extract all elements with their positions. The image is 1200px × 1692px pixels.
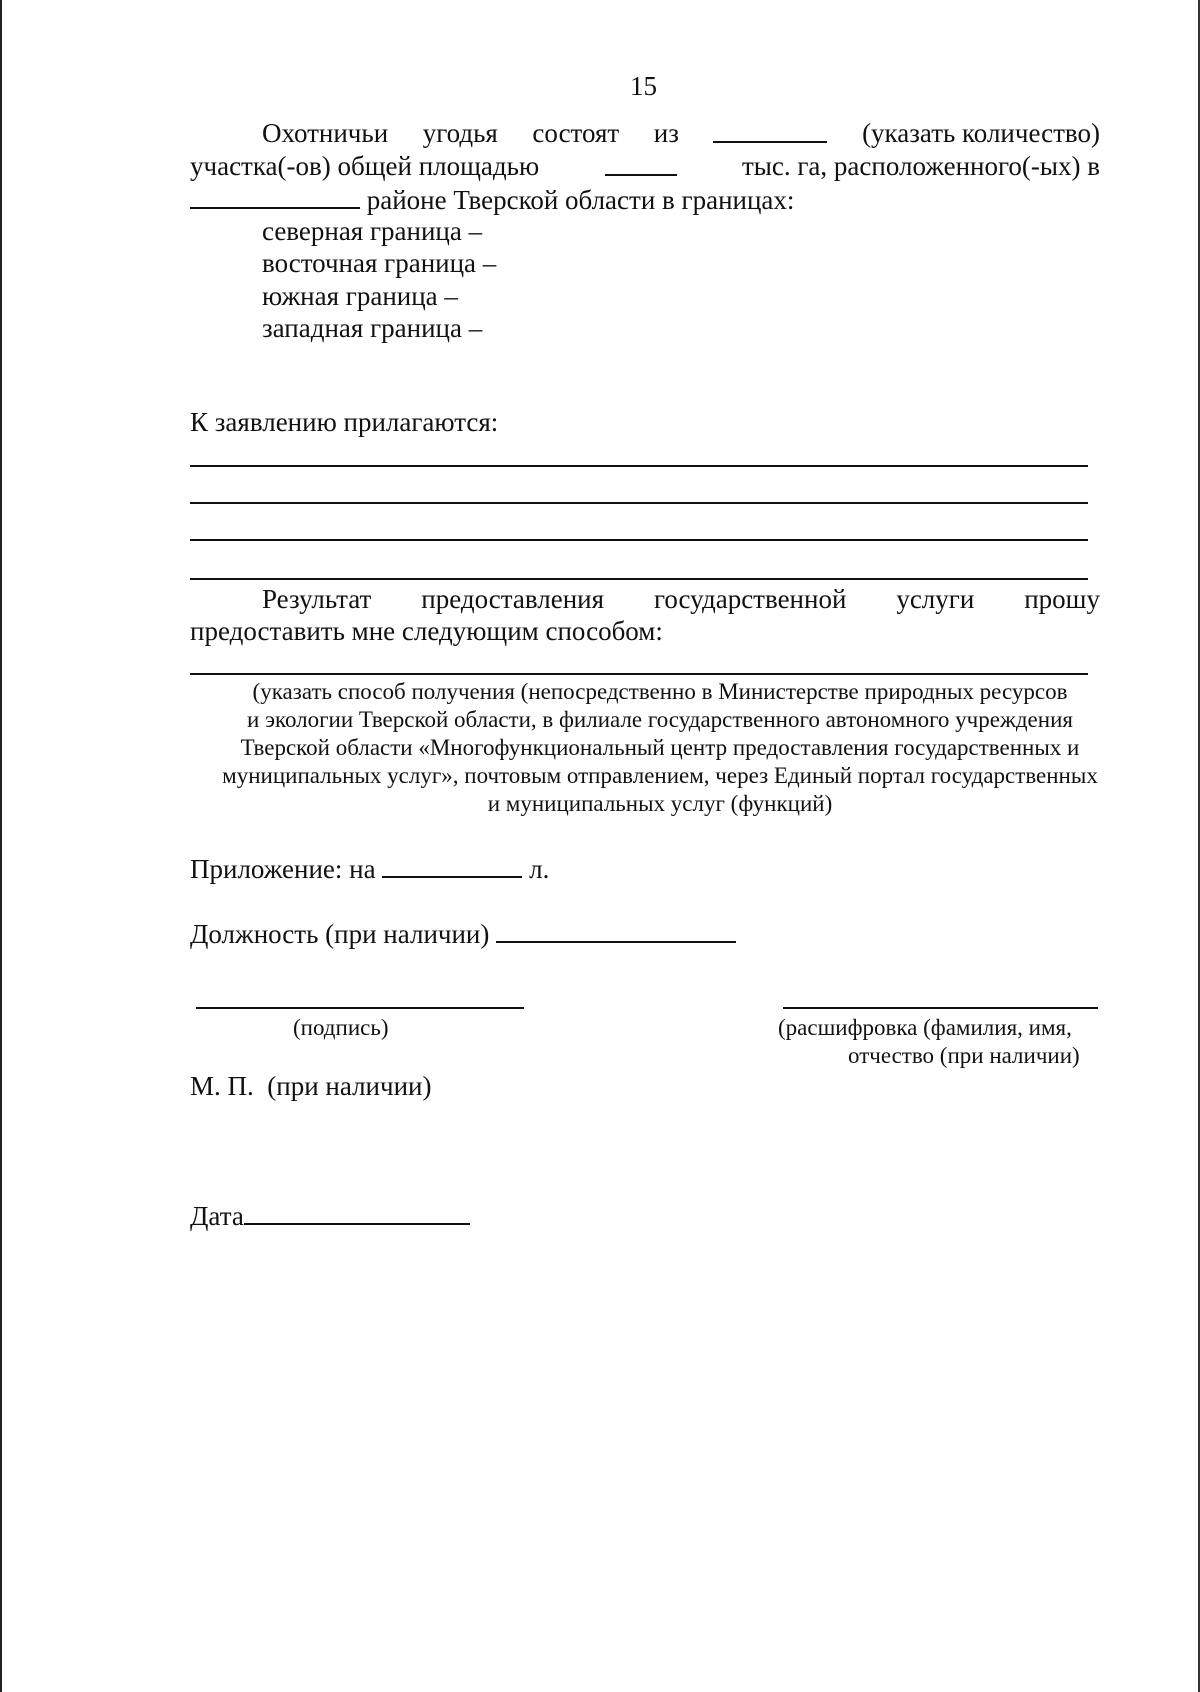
plots-count-blank[interactable]: [713, 117, 827, 143]
hunting-word: угодья: [422, 118, 498, 148]
position-blank[interactable]: [496, 917, 736, 943]
hunting-location-label: тыс. га, расположенного(-ых) в: [741, 151, 1100, 181]
method-note-5: и муниципальных услуг (функций): [487, 791, 833, 816]
hunting-hint: (указать количество): [862, 118, 1100, 148]
date-line: [190, 1199, 470, 1232]
position-line: [190, 917, 736, 950]
hunting-area-label: участка(-ов) общей площадью: [190, 151, 540, 181]
result-word: предоставления: [421, 584, 605, 614]
method-line[interactable]: [190, 673, 1088, 675]
signature-line[interactable]: [196, 1007, 524, 1009]
decode-line[interactable]: [783, 1007, 1098, 1009]
result-word: Результат: [262, 584, 372, 614]
decode-caption-2: отчество (при наличии): [848, 1043, 1080, 1068]
result-line-2: предоставить мне следующим способом:: [190, 616, 663, 646]
border-east: восточная граница –: [262, 248, 497, 278]
result-word: услуги: [896, 584, 975, 614]
hunting-line-3: [190, 183, 794, 216]
result-word: прошу: [1024, 584, 1100, 614]
position-label: Должность (при наличии): [190, 919, 490, 949]
signature-caption: (подпись): [293, 1015, 389, 1040]
border-south: южная граница –: [262, 281, 458, 311]
method-note-3: Тверской области «Многофункциональный центр предоставления государственных и: [240, 735, 1080, 760]
attachment-line-1[interactable]: [190, 465, 1088, 467]
attachment-line-4[interactable]: [190, 578, 1088, 580]
hunting-district-label: районе Тверской области в границах:: [366, 185, 795, 215]
border-north: северная граница –: [262, 216, 483, 246]
appendix-prefix: Приложение: на: [190, 854, 376, 884]
attachment-line-3[interactable]: [190, 539, 1088, 541]
page-number: 15: [630, 71, 657, 101]
result-word: государственной: [653, 584, 847, 614]
scan-edge-left: [0, 0, 2, 1692]
hunting-line-1: [262, 117, 1100, 149]
hunting-line-2: [190, 150, 1100, 182]
method-note-2: и экологии Тверской области, в филиале государственного автономного учреждения: [247, 707, 1073, 732]
district-blank[interactable]: [190, 183, 360, 209]
appendix-suffix: л.: [529, 854, 550, 884]
seal-label: М. П. (при наличии): [190, 1071, 432, 1101]
attachment-line-2[interactable]: [190, 502, 1088, 504]
appendix-line: [190, 852, 549, 885]
method-note-1: (указать способ получения (непосредственно в Министерстве природных ресурсов: [252, 679, 1068, 704]
hunting-word: состоят: [532, 118, 620, 148]
hunting-word: из: [653, 118, 679, 148]
decode-caption-1: (расшифровка (фамилия, имя,: [778, 1015, 1072, 1040]
border-west: западная граница –: [262, 313, 483, 343]
result-line-1: [262, 583, 1100, 615]
date-label: Дата: [190, 1201, 244, 1231]
appendix-pages-blank[interactable]: [382, 852, 522, 878]
date-blank[interactable]: [244, 1199, 470, 1225]
attachments-heading: К заявлению прилагаются:: [190, 407, 499, 437]
hunting-word: Охотничьи: [262, 118, 389, 148]
method-note-4: муниципальных услуг», почтовым отправлением, через Единый портал государственных: [222, 763, 1098, 788]
area-blank[interactable]: [605, 150, 677, 176]
